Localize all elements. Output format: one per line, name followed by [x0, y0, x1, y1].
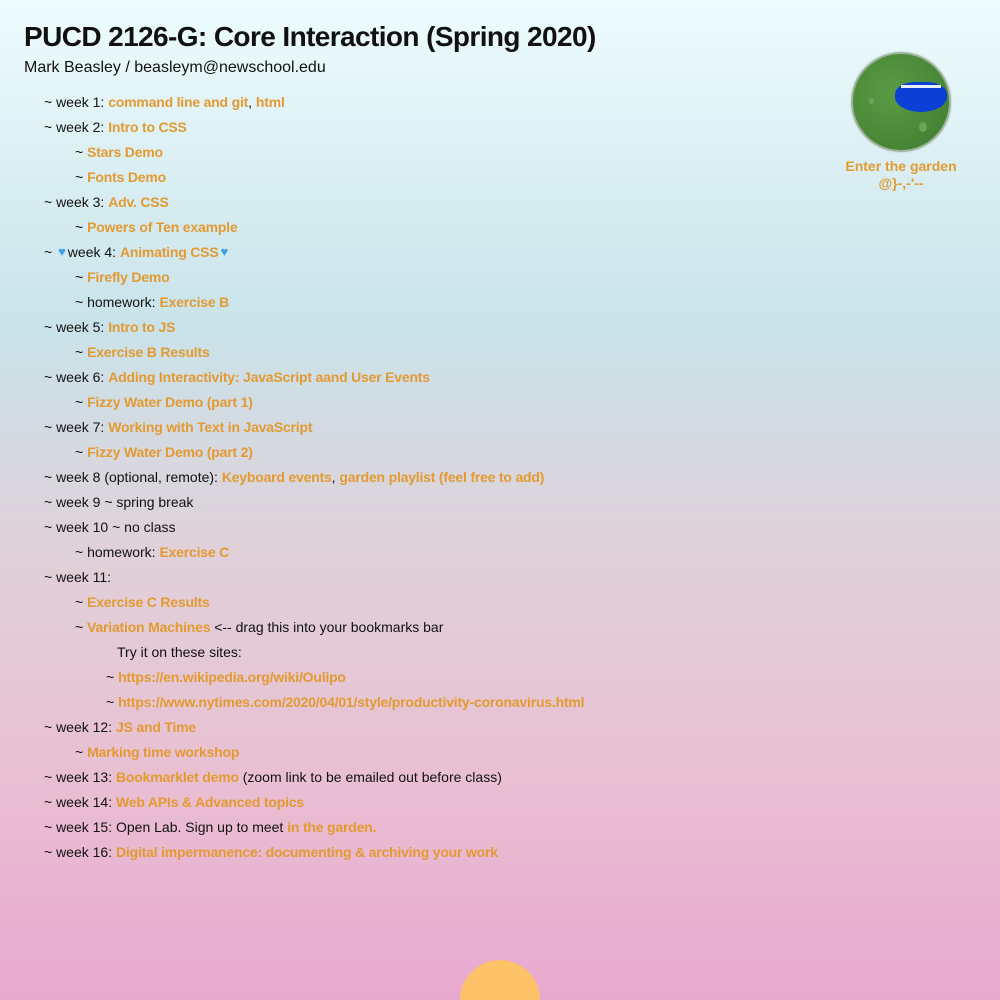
sub-prefix: ~: [75, 169, 88, 185]
week-9-row: [44, 492, 584, 517]
page-title: PUCD 2126-G: Core Interaction (Spring 2020): [24, 21, 596, 52]
sub-prefix: ~: [75, 444, 88, 460]
week-label: ~ week 5:: [44, 319, 109, 335]
week-7-row: [44, 417, 584, 442]
week-label: ~: [44, 244, 57, 260]
variation-machines-link[interactable]: Variation Machines: [87, 619, 211, 635]
week-label: ~ week 2:: [44, 119, 109, 135]
week-13-row: [44, 767, 584, 792]
week-label: week 4:: [67, 244, 120, 260]
sub-prefix: ~: [75, 144, 88, 160]
garden-flower[interactable]: @}-,-'--: [878, 175, 924, 191]
week-1-row: [44, 92, 584, 117]
week-4-row: [44, 242, 584, 267]
sub-prefix: ~: [75, 219, 88, 235]
sub-prefix: ~: [75, 394, 88, 410]
week-10-row: [44, 517, 584, 542]
sun-decoration: [460, 960, 540, 1000]
week-6-sub-row: [44, 392, 584, 417]
enter-garden-link[interactable]: [842, 52, 960, 192]
digital-impermanence-link[interactable]: Digital impermanence: documenting & archiving your work: [116, 844, 498, 860]
week-4-sub-row: [44, 267, 584, 292]
animating-css-link[interactable]: Animating CSS: [119, 244, 219, 260]
week-11-sub-row: [44, 617, 584, 642]
week-12-sub-row: [44, 742, 584, 767]
week-3-row: [44, 192, 584, 217]
week-3-sub-row: [44, 217, 584, 242]
week-14-row: [44, 792, 584, 817]
week-label: ~ week 11:: [44, 569, 112, 585]
nytimes-productivity-link[interactable]: https://www.nytimes.com/2020/04/01/style/productivity-coronavirus.html: [118, 694, 585, 710]
js-and-time-link[interactable]: JS and Time: [116, 719, 197, 735]
week-8-row: [44, 467, 584, 492]
exercise-c-results-link[interactable]: Exercise C Results: [87, 594, 210, 610]
working-with-text-link[interactable]: Working with Text in JavaScript: [108, 419, 313, 435]
adv-css-link[interactable]: Adv. CSS: [108, 194, 169, 210]
week-2-sub-row: [44, 167, 584, 192]
page-header: [24, 20, 596, 78]
sub-prefix: ~ homework:: [75, 294, 160, 310]
week-11-sub-row: [44, 592, 584, 617]
intro-css-link[interactable]: Intro to CSS: [108, 119, 187, 135]
sub-prefix: ~: [75, 619, 88, 635]
week-11-row: [44, 567, 584, 592]
sub-prefix: ~: [106, 669, 119, 685]
page-subtitle: Mark Beasley / beasleym@newschool.edu: [24, 59, 326, 76]
week-label: ~ week 7:: [44, 419, 109, 435]
stars-demo-link[interactable]: Stars Demo: [87, 144, 163, 160]
try-sites-row: [44, 642, 584, 667]
try-sites-label: Try it on these sites:: [117, 644, 242, 660]
separator: ,: [248, 94, 256, 110]
fizzy-water-demo-2-link[interactable]: Fizzy Water Demo (part 2): [87, 444, 253, 460]
week-10-sub-row: [44, 542, 584, 567]
powers-of-ten-link[interactable]: Powers of Ten example: [87, 219, 238, 235]
week-label: ~ week 9 ~ spring break: [44, 494, 194, 510]
adding-interactivity-link[interactable]: Adding Interactivity: JavaScript aand User Events: [108, 369, 430, 385]
week-label: ~ week 14:: [44, 794, 116, 810]
garden-label[interactable]: Enter the garden: [845, 158, 957, 174]
site-row: [44, 667, 584, 692]
week-4-sub-row: [44, 292, 584, 317]
exercise-b-link[interactable]: Exercise B: [159, 294, 230, 310]
command-line-git-link[interactable]: command line and git: [108, 94, 249, 110]
intro-js-link[interactable]: Intro to JS: [108, 319, 176, 335]
week-5-sub-row: [44, 342, 584, 367]
blue-heart-icon: ♥: [58, 244, 66, 259]
keyboard-events-link[interactable]: Keyboard events: [221, 469, 332, 485]
sub-prefix: ~: [75, 269, 88, 285]
week-5-row: [44, 317, 584, 342]
sub-prefix: ~: [106, 694, 119, 710]
web-apis-link[interactable]: Web APIs & Advanced topics: [116, 794, 304, 810]
week-label: ~ week 10 ~ no class: [44, 519, 176, 535]
week-label: ~ week 3:: [44, 194, 109, 210]
garden-orb-icon[interactable]: [851, 52, 951, 152]
orb-spot: [869, 98, 874, 104]
separator: ,: [331, 469, 340, 485]
bookmarklet-demo-link[interactable]: Bookmarklet demo: [116, 769, 239, 785]
week-label: ~ week 13:: [44, 769, 116, 785]
week-2-row: [44, 117, 584, 142]
week-label: ~ week 16:: [44, 844, 116, 860]
firefly-demo-link[interactable]: Firefly Demo: [87, 269, 170, 285]
week-label: ~ week 15: Open Lab. Sign up to meet: [44, 819, 288, 835]
blue-heart-icon: ♥: [220, 244, 229, 259]
syllabus-list: [44, 92, 584, 867]
exercise-c-link[interactable]: Exercise C: [159, 544, 230, 560]
sub-prefix: ~ homework:: [75, 544, 160, 560]
fonts-demo-link[interactable]: Fonts Demo: [87, 169, 166, 185]
week-6-row: [44, 367, 584, 392]
html-link[interactable]: html: [255, 94, 285, 110]
exercise-b-results-link[interactable]: Exercise B Results: [87, 344, 210, 360]
site-row: [44, 692, 584, 717]
orb-spot: [919, 122, 927, 132]
sub-prefix: ~: [75, 344, 88, 360]
week-label: ~ week 12:: [44, 719, 116, 735]
week-7-sub-row: [44, 442, 584, 467]
sub-prefix: ~: [75, 594, 88, 610]
wikipedia-oulipo-link[interactable]: https://en.wikipedia.org/wiki/Oulipo: [118, 669, 346, 685]
pool-icon: [895, 82, 947, 112]
bookmark-hint: <-- drag this into your bookmarks bar: [210, 619, 444, 635]
week-16-row: [44, 842, 584, 867]
garden-playlist-link[interactable]: garden playlist (feel free to add): [339, 469, 545, 485]
week-15-row: [44, 817, 584, 842]
fizzy-water-demo-1-link[interactable]: Fizzy Water Demo (part 1): [87, 394, 253, 410]
week-label: ~ week 6:: [44, 369, 109, 385]
week-12-row: [44, 717, 584, 742]
week-label: ~ week 1:: [44, 94, 109, 110]
week-2-sub-row: [44, 142, 584, 167]
week-label: ~ week 8 (optional, remote):: [44, 469, 222, 485]
zoom-note: (zoom link to be emailed out before class): [238, 769, 502, 785]
marking-time-workshop-link[interactable]: Marking time workshop: [87, 744, 240, 760]
sub-prefix: ~: [75, 744, 88, 760]
in-the-garden-link[interactable]: in the garden.: [287, 819, 377, 835]
